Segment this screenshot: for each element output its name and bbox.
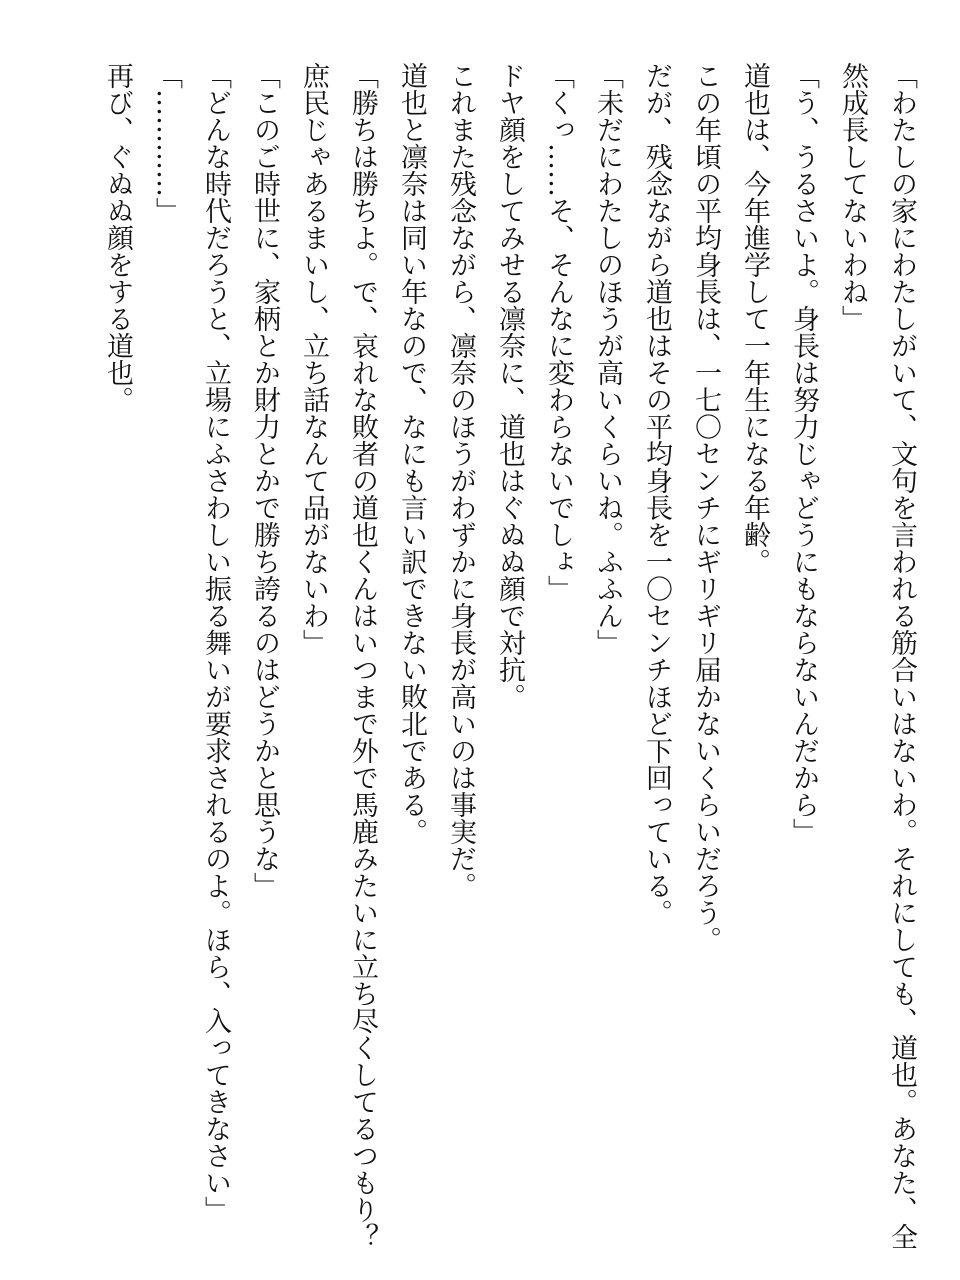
text-line: 道也と凛奈は同い年なので、なにも言い訳できない敗北である。 — [396, 62, 427, 845]
text-line: だが、残念ながら道也はその平均身長を一〇センチほど下回っている。 — [641, 62, 672, 926]
text-line: 「このご時世に、家柄とか財力とかで勝ち誇るのはどうかと思うな」 — [249, 62, 280, 899]
text-line: これまた残念ながら、凛奈のほうがわずかに身長が高いのは事実だ。 — [445, 62, 476, 899]
text-line: 道也は、今年進学して一年生になる年齢。 — [739, 62, 770, 575]
text-line: 「勝ちは勝ちよ。で、哀れな敗者の道也くんはいつまで外で馬鹿みたいに立ち尽くしてるつもり？ 庶民じゃあるまいし、立ち話なんて品がないわ」 — [298, 62, 378, 1277]
text-line: 「わたしの家にわたしがいて、文句を言われる筋合いはないわ。それにしても、道也。あなた、全然成長してないわね」 — [837, 62, 917, 1250]
text-line: 「どんな時代だろうと、立場にふさわしい振る舞いが要求されるのよ。ほら、入ってきなさい」 — [200, 62, 231, 1223]
text-line: この年頃の平均身長は、一七〇センチにギリギリ届かないくらいだろう。 — [690, 62, 721, 953]
text-line: 「う、うるさいよ。身長は努力じゃどうにもならないんだから」 — [788, 62, 819, 845]
text-line: 「未だにわたしのほうが高いくらいね。ふふん」 — [592, 62, 623, 656]
vertical-text-body — [93, 62, 926, 1277]
text-line: ドヤ顔をしてみせる凛奈に、道也はぐぬぬ顔で対抗。 — [494, 62, 525, 710]
text-line: 再び、ぐぬぬ顔をする道也。 — [102, 62, 133, 413]
text-line: 「…………」 — [151, 62, 182, 224]
text-line: 「くっ……そ、そんなに変わらないでしょ」 — [543, 62, 574, 602]
